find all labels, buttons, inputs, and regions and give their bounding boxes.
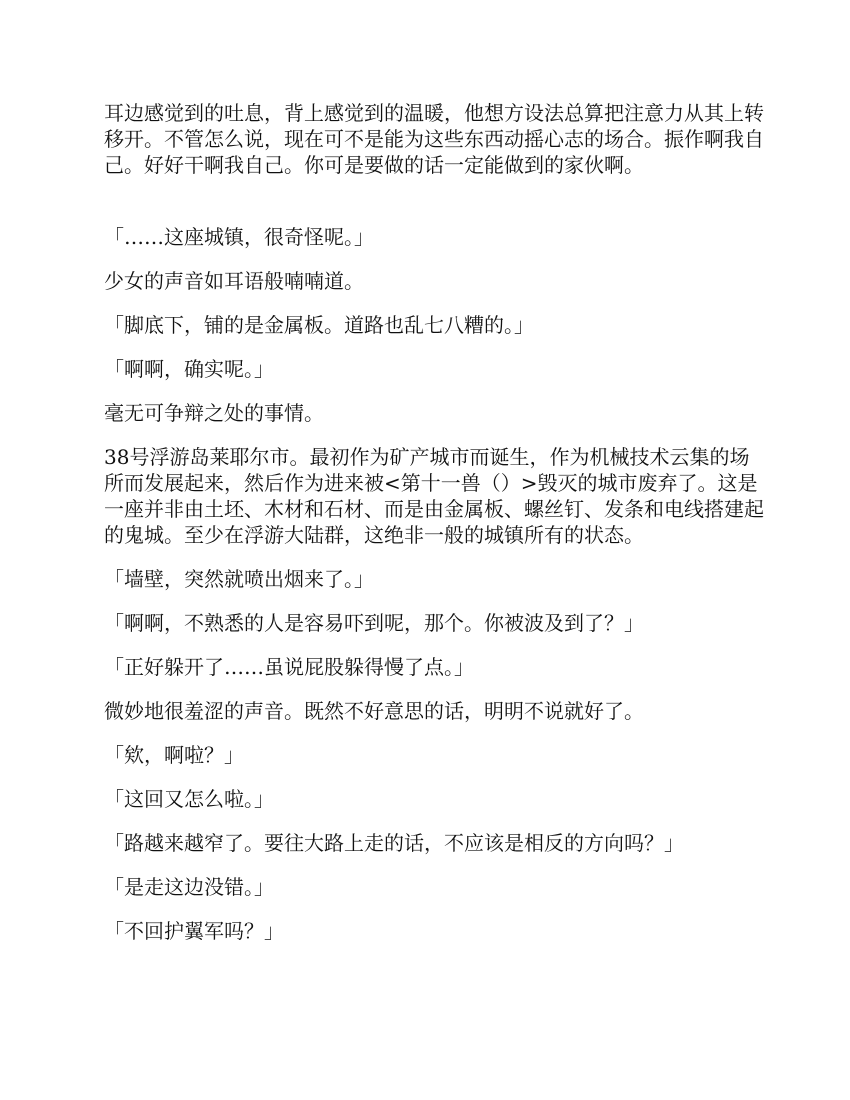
document-page xyxy=(104,100,768,962)
dialogue-line: 「脚底下，铺的是金属板。道路也乱七八糟的。」 xyxy=(104,313,534,337)
dialogue-line: 「欸，啊啦？」 xyxy=(104,743,244,767)
dialogue-line: 「……这座城镇，很奇怪呢。」 xyxy=(104,225,374,249)
dialogue-line: 「啊啊，不熟悉的人是容易吓到呢，那个。你被波及到了？」 xyxy=(104,611,644,635)
dialogue-line: 「是走这边没错。」 xyxy=(104,875,274,899)
paragraph: 少女的声音如耳语般喃喃道。 xyxy=(104,269,364,293)
paragraph: 微妙地很羞涩的声音。既然不好意思的话，明明不说就好了。 xyxy=(104,699,644,723)
dialogue-line: 「啊啊，确实呢。」 xyxy=(104,357,274,381)
paragraph: 耳边感觉到的吐息，背上感觉到的温暖，他想方设法总算把注意力从其上转移开。不管怎么说，现在可不是能为这些东西动摇心志的场合。振作啊我自己。好好干啊我自己。你可是要做的话一定能做到的家伙啊。 xyxy=(104,101,764,177)
paragraph: 毫无可争辩之处的事情。 xyxy=(104,401,324,425)
paragraph: 38号浮游岛莱耶尔市。最初作为矿产城市而诞生，作为机械技术云集的场所而发展起来，然后作为进来被<第十一兽（）>毁灭的城市废弃了。这是一座并非由土坯、木材和石材、而是由金属板、螺丝钉、发条和电线搭建起的鬼城。至少在浮游大陆群，这绝非一般的城镇所有的状态。 xyxy=(104,445,764,547)
dialogue-line: 「墙壁，突然就喷出烟来了。」 xyxy=(104,567,374,591)
dialogue-line: 「路越来越窄了。要往大路上走的话，不应该是相反的方向吗？」 xyxy=(104,831,684,855)
dialogue-line: 「不回护翼军吗？」 xyxy=(104,919,284,943)
dialogue-line: 「正好躲开了……虽说屁股躲得慢了点。」 xyxy=(104,655,474,679)
dialogue-line: 「这回又怎么啦。」 xyxy=(104,787,274,811)
